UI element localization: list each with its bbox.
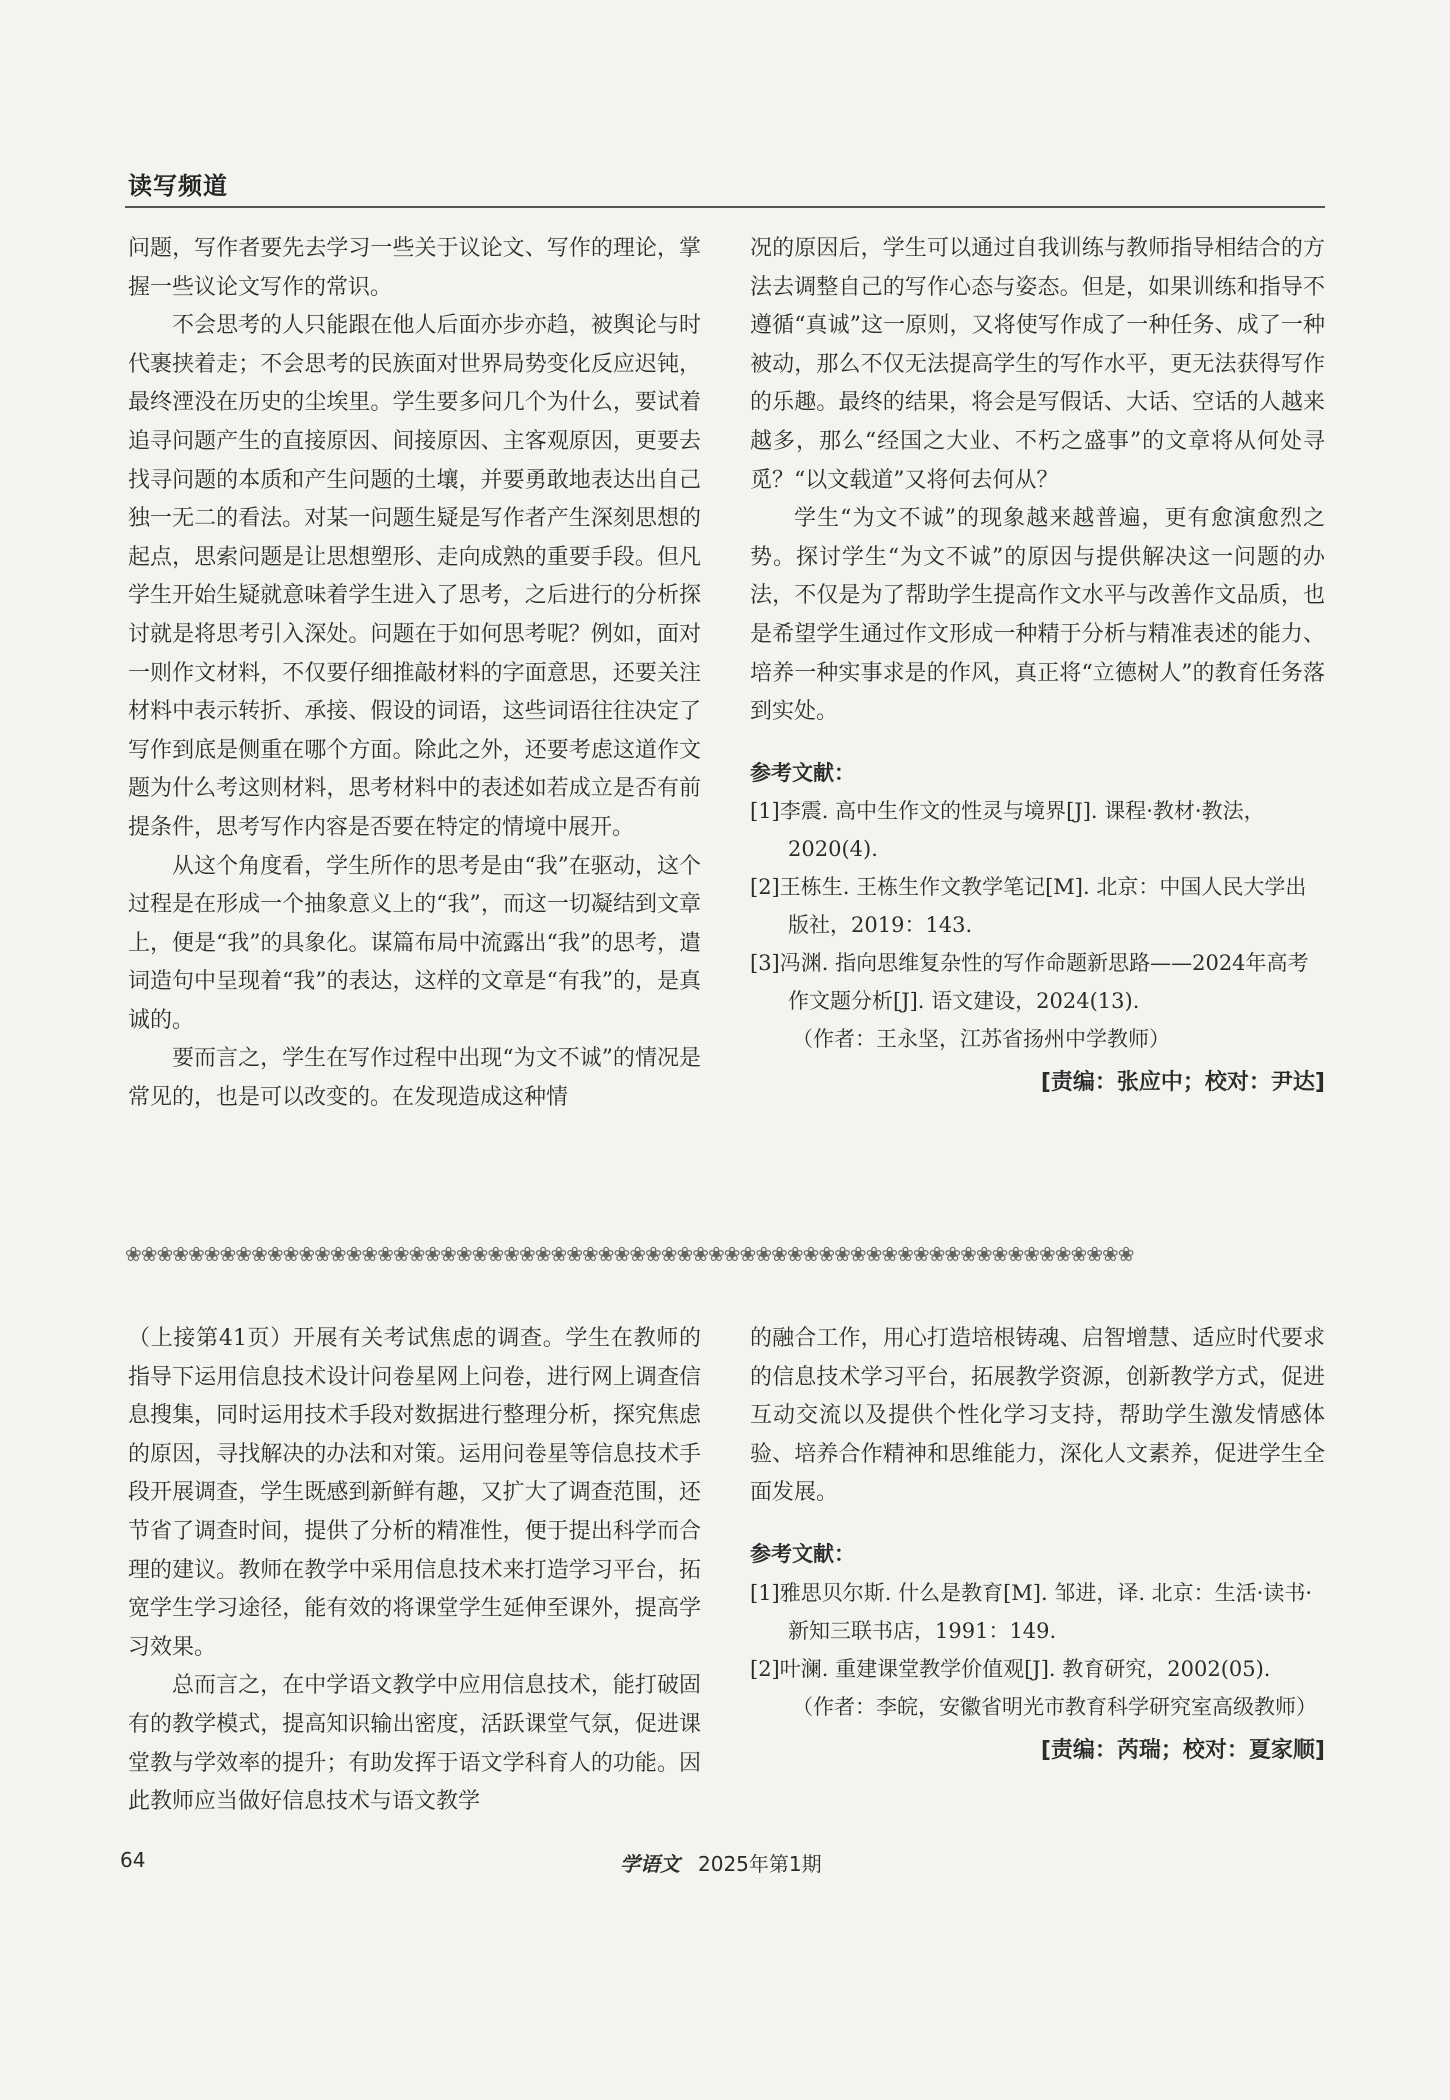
article1-right-column [750,230,1325,1103]
reference-item: [2]叶澜. 重建课堂教学价值观[J]. 教育研究，2002(05). [750,1656,1271,1681]
paragraph: 总而言之，在中学语文教学中应用信息技术，能打破固有的教学模式，提高知识输出密度，活跃课堂气氛，促进课堂教与学效率的提升；有助发挥于语文学科育人的功能。因此教师应当做好信息技术与语文教学 [128,1673,701,1815]
references-heading: 参考文献： [750,1541,855,1566]
editor-note: [责编：芮瑞；校对：夏家顺] [1040,1737,1325,1763]
paragraph: 学生“为文不诚”的现象越来越普遍，更有愈演愈烈之势。探讨学生“为文不诚”的原因与提供解决这一问题的办法，不仅是为了帮助学生提高作文水平与改善作文品质，也是希望学生通过作文形成一种精于分析与精准表述的能力、培养一种实事求是的作风，真正将“立德树人”的教育任务落到实处。 [750,506,1325,725]
author-note: （作者：王永坚，江苏省扬州中学教师） [792,1027,1170,1052]
magazine-name: 学语文 [620,1852,680,1876]
paragraph: 从这个角度看，学生所作的思考是由“我”在驱动，这个过程是在形成一个抽象意义上的“我”，而这一切凝结到文章上，便是“我”的具象化。谋篇布局中流露出“我”的思考，遣词造句中呈现着“我”的表达，这样的文章是“有我”的，是真诚的。 [128,853,701,1033]
reference-item: [1]雅思贝尔斯. 什么是教育[M]. 邹进，译. 北京：生活·读书·新知三联书店，1991：149. [750,1580,1313,1643]
editor-note: [责编：张应中；校对：尹达] [1040,1070,1325,1096]
author-note: （作者：李皖，安徽省明光市教育科学研究室高级教师） [792,1694,1317,1719]
page-number: 64 [120,1848,146,1872]
references-heading: 参考文献： [750,760,855,785]
paragraph: （上接第41页）开展有关考试焦虑的调查。学生在教师的指导下运用信息技术设计问卷星网上问卷，进行网上调查信息搜集，同时运用技术手段对数据进行整理分析，探究焦虑的原因，寻找解决的办法和对策。运用问卷星等信息技术手段开展调查，学生既感到新鲜有趣，又扩大了调查范围，还节省了调查时间，提供了分析的精准性，便于提出科学而合理的建议。教师在教学中采用信息技术来打造学习平台，拓宽学生学习途径，能有效的将课堂学生延伸至课外，提高学习效果。 [128,1326,701,1660]
footer-magazine [620,1848,920,1877]
article2-right-column [750,1320,1325,1770]
paragraph: 问题，写作者要先去学习一些关于议论文、写作的理论，掌握一些议论文写作的常识。 [128,236,701,300]
reference-item: [1]李震. 高中生作文的性灵与境界[J]. 课程·教材·教法，2020(4). [750,799,1265,862]
reference-item: [2]王栋生. 王栋生作文教学笔记[M]. 北京：中国人民大学出版社，2019：143. [750,875,1307,938]
header-rule [125,206,1325,208]
decorative-divider: ❀❀❀❀❀❀❀❀❀❀❀❀❀❀❀❀❀❀❀❀❀❀❀❀❀❀❀❀❀❀❀❀❀❀❀❀❀❀❀❀❀❀❀❀❀❀❀❀❀❀❀❀❀❀❀❀❀❀❀❀❀❀❀❀ [125,1242,1134,1266]
article1-left-column [128,230,701,1118]
paragraph: 的融合工作，用心打造培根铸魂、启智增慧、适应时代要求的信息技术学习平台，拓展教学资源，创新教学方式，促进互动交流以及提供个性化学习支持，帮助学生激发情感体验、培养合作精神和思维能力，深化人文素养，促进学生全面发展。 [750,1326,1325,1506]
reference-item: [3]冯渊. 指向思维复杂性的写作命题新思路——2024年高考作文题分析[J]. 语文建设，2024(13). [750,951,1309,1014]
paragraph: 不会思考的人只能跟在他人后面亦步亦趋，被舆论与时代裹挟着走；不会思考的民族面对世界局势变化反应迟钝，最终湮没在历史的尘埃里。学生要多问几个为什么，要试着追寻问题产生的直接原因、间接原因、主客观原因，更要去找寻问题的本质和产生问题的土壤，并要勇敢地表达出自己独一无二的看法。对某一问题生疑是写作者产生深刻思想的起点，思索问题是让思想塑形、走向成熟的重要手段。但凡学生开始生疑就意味着学生进入了思考，之后进行的分析探讨就是将思考引入深处。问题在于如何思考呢？例如，面对一则作文材料，不仅要仔细推敲材料的字面意思，还要关注材料中表示转折、承接、假设的词语，这些词语往往决定了写作到底是侧重在哪个方面。除此之外，还要考虑这道作文题为什么考这则材料，思考材料中的表述如若成立是否有前提条件，思考写作内容是否要在特定的情境中展开。 [128,313,701,840]
article2-left-column [128,1320,701,1822]
issue-label: 2025年第1期 [698,1852,822,1876]
section-title: 读写频道 [128,172,228,200]
paragraph: 况的原因后，学生可以通过自我训练与教师指导相结合的方法去调整自己的写作心态与姿态。但是，如果训练和指导不遵循“真诚”这一原则，又将使写作成了一种任务、成了一种被动，那么不仅无法提高学生的写作水平，更无法获得写作的乐趣。最终的结果，将会是写假话、大话、空话的人越来越多，那么“经国之大业、不朽之盛事”的文章将从何处寻觅？“以文载道”又将何去何从？ [750,236,1325,493]
paragraph: 要而言之，学生在写作过程中出现“为文不诚”的情况是常见的，也是可以改变的。在发现造成这种情 [128,1046,701,1111]
